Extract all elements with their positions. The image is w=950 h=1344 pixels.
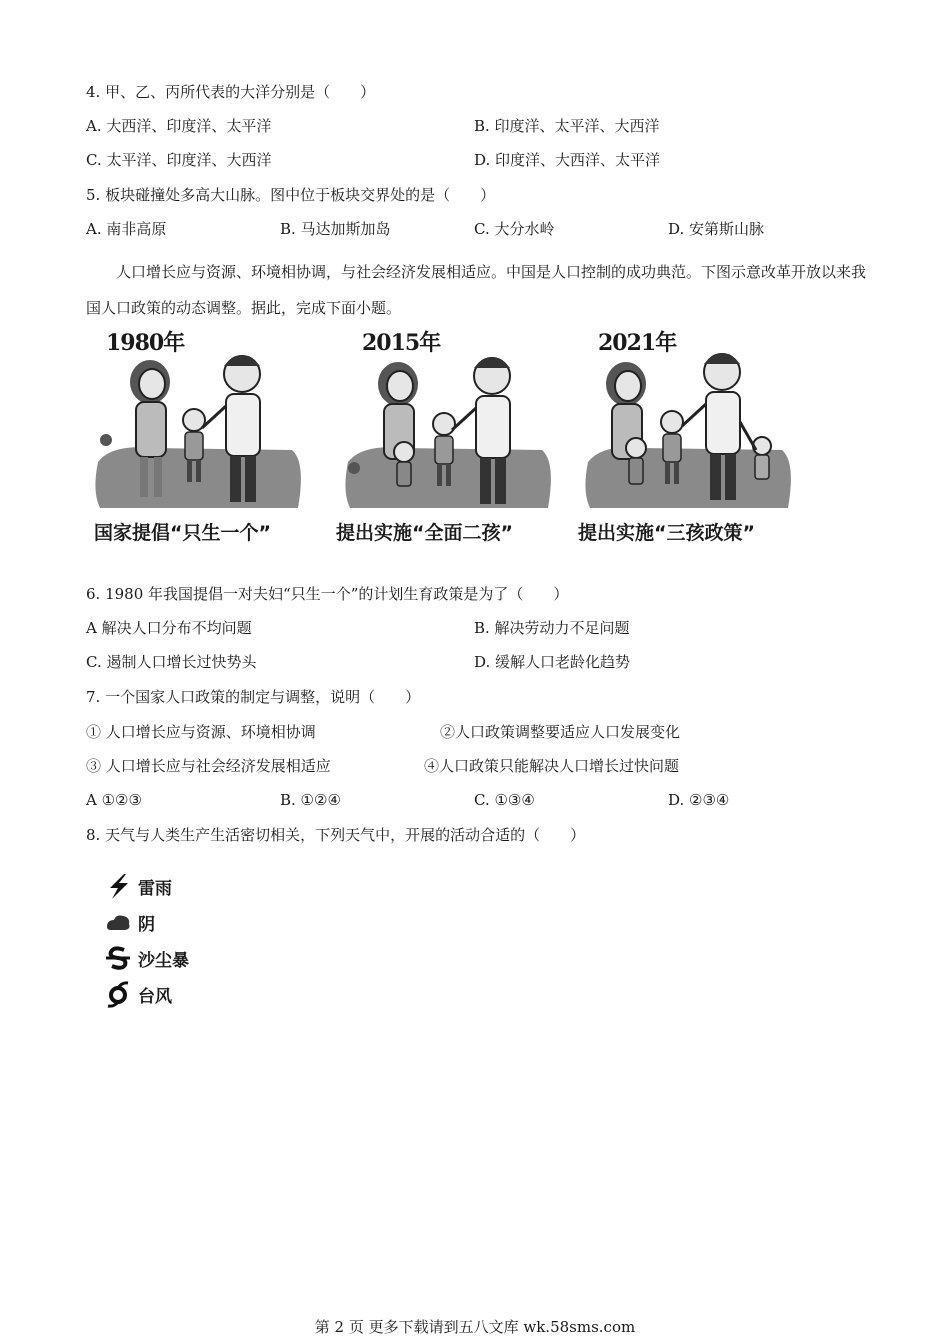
lightning-icon [104,872,132,900]
policy-figure [92,322,822,554]
q5-stem: 5. 板块碰撞处多高大山脉。图中位于板块交界处的是（ ） [86,186,496,204]
panel-year: 2021年 [598,330,677,356]
panel-year: 1980年 [106,330,185,356]
panel-caption: 国家提倡“只生一个” [94,522,271,544]
legend-item-typhoon [104,980,172,1008]
family-three-children-illustration [582,322,802,512]
q5-option-d: D. 安第斯山脉 [668,220,765,238]
q7-stem: 7. 一个国家人口政策的制定与调整，说明（ ） [86,688,421,706]
q7-statement-2: ②人口政策调整要适应人口发展变化 [440,723,681,741]
q6-option-b: B. 解决劳动力不足问题 [474,619,630,637]
panel-1980 [92,322,312,544]
sandstorm-icon [104,944,132,972]
q4-option-a: A. 大西洋、印度洋、太平洋 [86,117,272,135]
q6-option-c: C. 遏制人口增长过快势头 [86,653,257,671]
q4-option-d: D. 印度洋、大西洋、太平洋 [474,151,661,169]
legend-label: 阴 [138,914,155,935]
panel-caption: 提出实施“三孩政策” [578,522,755,544]
q7-option-c: C. ①③④ [474,791,535,809]
legend-label: 沙尘暴 [138,950,189,971]
panel-year: 2015年 [362,330,441,356]
family-one-child-illustration [92,322,312,512]
q4-stem: 4. 甲、乙、丙所代表的大洋分别是（ ） [86,83,376,101]
q7-option-b: B. ①②④ [280,791,341,809]
cloud-icon [104,908,132,936]
legend-item-sandstorm [104,944,189,972]
q5-option-c: C. 大分水岭 [474,220,555,238]
q7-statement-4: ④人口政策只能解决人口增长过快问题 [424,757,680,775]
q5-option-b: B. 马达加斯加岛 [280,220,391,238]
q5-option-a: A. 南非高原 [86,220,167,238]
q7-statement-1: ① 人口增长应与资源、环境相协调 [86,723,316,741]
q4-option-b: B. 印度洋、太平洋、大西洋 [474,117,660,135]
panel-caption: 提出实施“全面二孩” [336,522,513,544]
q6-stem: 6. 1980 年我国提倡一对夫妇“只生一个”的计划生育政策是为了（ ） [86,585,569,603]
q8-stem: 8. 天气与人类生产生活密切相关，下列天气中，开展的活动合适的（ ） [86,826,586,844]
panel-2015 [336,322,562,544]
q4-option-c: C. 太平洋、印度洋、大西洋 [86,151,272,169]
q7-option-a: A ①②③ [86,791,142,809]
page-footer: 第 2 页 更多下载请到五八文库 wk.58sms.com [314,1318,636,1336]
legend-label: 雷雨 [138,878,172,899]
legend-item-thunderstorm [104,872,172,900]
q6-option-a: A 解决人口分布不均问题 [86,619,252,637]
q7-option-d: D. ②③④ [668,791,730,809]
legend-label: 台风 [138,986,172,1007]
family-two-children-illustration [342,322,562,512]
passage-text: 人口增长应与资源、环境相协调，与社会经济发展相适应。中国是人口控制的成功典范。下图示意改革开放以来我国人口政策的动态调整。据此，完成下面小题。 [86,263,867,317]
panel-2021 [578,322,802,544]
legend-item-overcast [104,908,155,936]
typhoon-icon [104,980,132,1008]
q6-option-d: D. 缓解人口老龄化趋势 [474,653,631,671]
q7-statement-3: ③ 人口增长应与社会经济发展相适应 [86,757,331,775]
